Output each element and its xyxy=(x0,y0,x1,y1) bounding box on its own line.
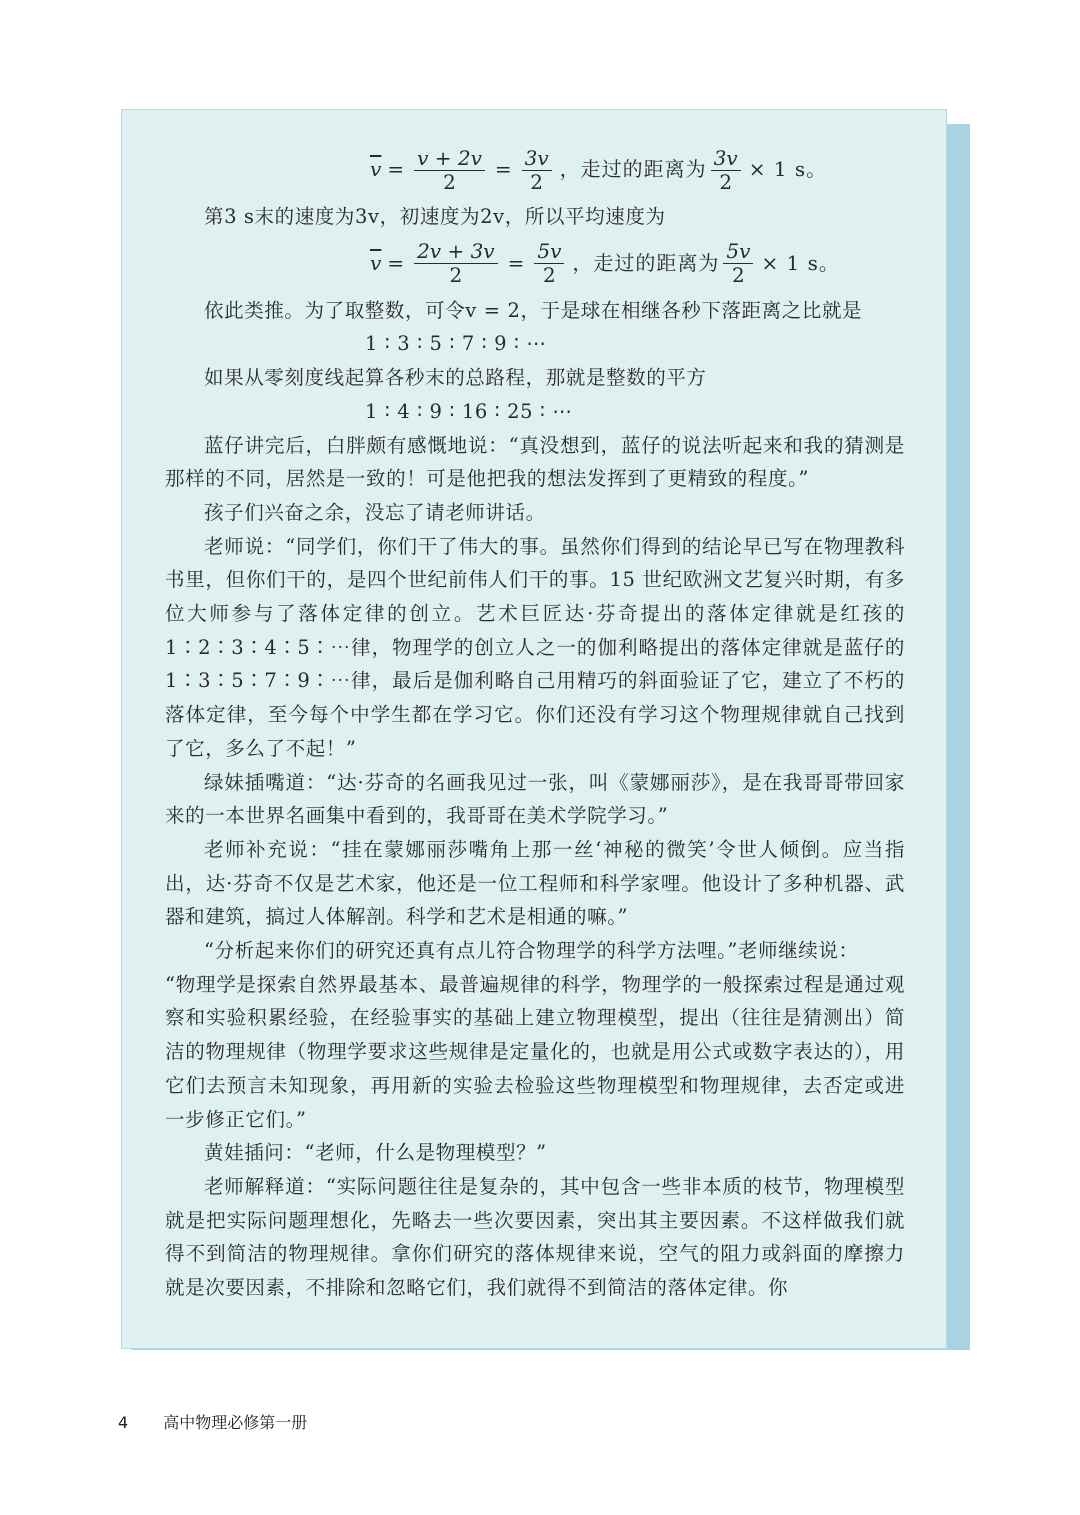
page-content xyxy=(165,140,905,1305)
eq1-lhs: $\overline{v}$ xyxy=(370,157,382,182)
ratio-squares: 1 ∶ 4 ∶ 9 ∶ 16 ∶ 25 ∶ ⋯ xyxy=(365,399,573,423)
paragraph: 黄娃插问：“老师，什么是物理模型？” xyxy=(204,1141,547,1165)
paragraph: “分析起来你们的研究还真有点儿符合物理学的科学方法哩。”老师继续说： xyxy=(204,939,859,963)
ratio-odd: 1 ∶ 3 ∶ 5 ∶ 7 ∶ 9 ∶ ⋯ xyxy=(365,332,547,356)
paragraph: 孩子们兴奋之余，没忘了请老师讲话。 xyxy=(204,500,546,524)
eq2-lhs: $\overline{v}$ xyxy=(370,250,382,275)
paragraph: 蓝仔讲完后，白胖颇有感慨地说：“真没想到，蓝仔的说法听起来和我的猜测是那样的不同，居然是一致的！可是他把我的想法发挥到了更精致的程度。” xyxy=(165,433,905,491)
eq2-text: ，走过的距离为 xyxy=(572,250,720,275)
eq2-tail: × 1 s。 xyxy=(761,250,840,275)
eq2-fraction-1: $\frac{2v + 3v}{2}$ xyxy=(414,240,498,287)
paragraph: 绿妹插嘴道：“达·芬奇的名画我见过一张，叫《蒙娜丽莎》，是在我哥哥带回家来的一本世界名画集中看到的，我哥哥在美术学院学习。” xyxy=(165,770,905,828)
paragraph-third-second: 第3 s末的速度为3v，初速度为2v，所以平均速度为 xyxy=(204,205,666,228)
eq1-fraction-1: $\frac{v + 2v}{2}$ xyxy=(414,147,485,194)
eq1-tail: × 1 s。 xyxy=(748,157,828,182)
page-footer xyxy=(118,1410,307,1433)
paragraph: 老师解释道：“实际问题往往是复杂的，其中包含一些非本质的枝节，物理模型就是把实际问题理想化，先略去一些次要因素，突出其主要因素。不这样做我们就得不到简洁的物理规律。拿你们研究的落体规律来说，空气的阻力或斜面的摩擦力就是次要因素，不排除和忽略它们，我们就得不到简洁的落体定律。你 xyxy=(165,1174,905,1300)
paragraph: 老师说：“同学们，你们干了伟大的事。虽然你们得到的结论早已写在物理教科书里，但你们干的，是四个世纪前伟人们干的事。15 世纪欧洲文艺复兴时期，有多位大师参与了落体定律的创立。艺术巨匠达·芬奇提出的落体定律就是红孩的1∶2∶3∶4∶5∶⋯律，物理学的创立人之一的伽利略提出的落体定律就是蓝仔的1∶3∶5∶7∶9∶⋯律，最后是伽利略自己用精巧的斜面验证了它，建立了不朽的落体定律，至今每个中学生都在学习它。你们还没有学习这个物理规律就自己找到了它，多么了不起！” xyxy=(165,534,905,760)
eq1-text: ，走过的距离为 xyxy=(559,157,707,182)
eq1-fraction-2: $\frac{3v}{2}$ xyxy=(522,147,552,194)
paragraph: 老师补充说：“挂在蒙娜丽莎嘴角上那一丝‘神秘的微笑’令世人倾倒。应当指出，达·芬奇不仅是艺术家，他还是一位工程师和科学家哩。他设计了多种机器、武器和建筑，搞过人体解剖。科学和艺术是相通的嘛。” xyxy=(165,837,905,929)
eq1-fraction-3: $\frac{3v}{2}$ xyxy=(711,147,741,194)
page-number: 4 xyxy=(118,1413,129,1432)
eq2-fraction-3: $\frac{5v}{2}$ xyxy=(723,240,753,287)
paragraph: 依此类推。为了取整数，可令v = 2，于是球在相继各秒下落距离之比就是 xyxy=(204,298,863,322)
equation-1: $\overline{v}$ = $\frac{v + 2v}{2}$ = $\frac{3v}{2}$ ，走过的距离为 $\frac{3v}{2}$ × 1 s。 xyxy=(370,145,828,194)
equation-2: $\overline{v}$ = $\frac{2v + 3v}{2}$ = $\frac{5v}{2}$ ，走过的距离为 $\frac{5v}{2}$ × 1 s。 xyxy=(370,239,840,288)
eq2-fraction-2: $\frac{5v}{2}$ xyxy=(534,240,564,287)
paragraph: “物理学是探索自然界最基本、最普遍规律的科学，物理学的一般探索过程是通过观察和实验积累经验，在经验事实的基础上建立物理模型，提出（往往是猜测出）简洁的物理规律（物理学要求这些规律是定量化的，也就是用公式或数字表达的），用它们去预言未知现象，再用新的实验去检验这些物理模型和物理规律，去否定或进一步修正它们。” xyxy=(165,972,905,1131)
book-title: 高中物理必修第一册 xyxy=(163,1413,308,1432)
paragraph: 如果从零刻度线起算各秒末的总路程，那就是整数的平方 xyxy=(204,366,707,390)
